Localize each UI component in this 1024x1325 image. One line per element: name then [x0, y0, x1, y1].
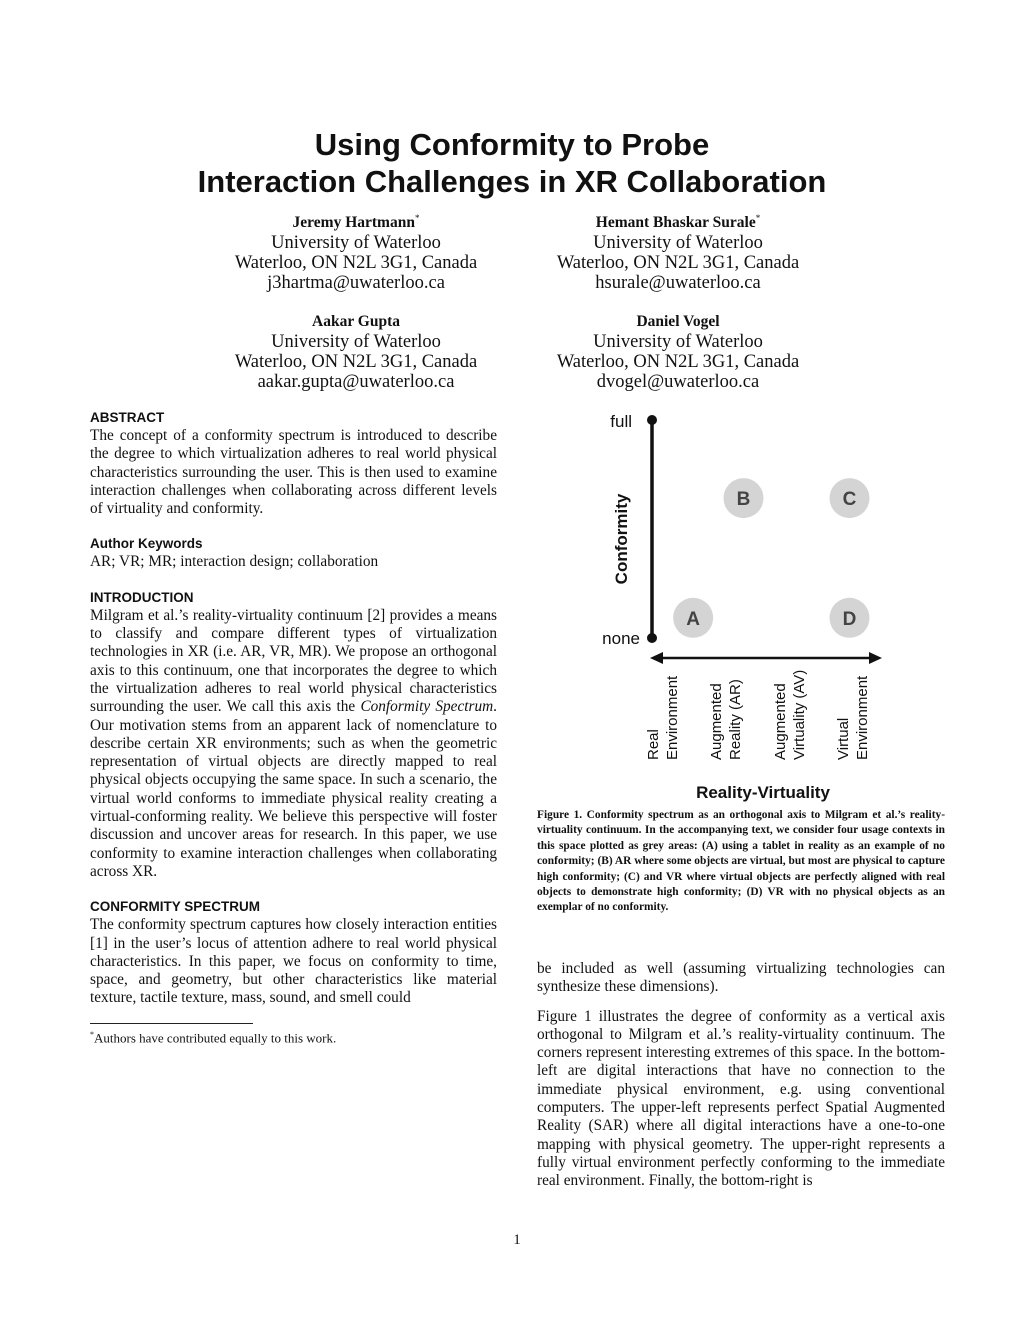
x-category-line-2: Reality (AR): [727, 679, 744, 760]
author-affiliation: University of Waterloo: [271, 233, 441, 254]
conformity-spectrum-heading: CONFORMITY SPECTRUM: [90, 899, 261, 915]
x-category-label: [645, 675, 681, 760]
author-block-1: [176, 208, 536, 293]
arrow-right-head: [869, 652, 882, 664]
x-category-label: [772, 670, 808, 760]
abstract-heading: ABSTRACT: [90, 410, 165, 425]
author-affiliation: University of Waterloo: [271, 332, 441, 352]
usage-context-label-a: A: [686, 608, 701, 630]
axis-end-dot-bottom: [647, 633, 657, 643]
equal-contribution-mark: *: [414, 213, 420, 223]
abstract-text: The concept of a conformity spectrum is introduced to describe the degree to which virtualization adheres to real world physical characteristics surrounding the user. This is then used to examine interaction challenges when collaborating across different levels of virtuality and conformity.: [90, 427, 497, 518]
left-column: [90, 409, 497, 1008]
introduction-text-part: . Our motivation stems from an apparent lack of nomenclature to describe certain XR environments; such as when the geometric representation of virtual objects are directly mapped to real physical objects occupying the same space. In such a scenario, the virtual world conforms to immediate physical reality creating a virtual-conforming reality. We believe this perspective will foster discussion and uncover areas for research. In this paper, we use conformity to examine interaction challenges when collaborating across XR.: [90, 698, 497, 880]
arrow-left-head: [650, 652, 663, 664]
x-category-line-1: Augmented: [772, 683, 789, 760]
author-block-3: [176, 312, 536, 392]
x-category-line-2: Virtuality (AV): [791, 669, 808, 760]
y-tick-label-full: full: [610, 412, 632, 431]
author-name: Daniel Vogel: [636, 313, 720, 330]
usage-context-label-b: B: [736, 489, 751, 511]
usage-context-label-c: C: [842, 489, 857, 511]
keywords-heading: Author Keywords: [90, 536, 203, 552]
author-email: j3hartma@uwaterloo.ca: [267, 273, 445, 294]
author-address: Waterloo, ON N2L 3G1, Canada: [234, 352, 478, 372]
axis-end-dot-top: [647, 415, 657, 425]
introduction-text: [90, 607, 497, 881]
introduction-heading: INTRODUCTION: [90, 589, 194, 605]
footnote-rule: [90, 1023, 253, 1024]
author-name: Hemant Bhaskar Surale: [595, 214, 756, 232]
x-category-line-1: Augmented: [708, 683, 725, 760]
x-category-line-2: Environment: [854, 675, 871, 760]
author-email: aakar.gupta@uwaterloo.ca: [257, 372, 455, 392]
author-address: Waterloo, ON N2L 3G1, Canada: [556, 352, 800, 372]
author-email: hsurale@uwaterloo.ca: [595, 273, 761, 294]
y-tick-label-none: none: [602, 629, 640, 648]
paper-title: [0, 126, 1024, 200]
author-block-2: [498, 208, 858, 293]
footnote-mark: *: [90, 1030, 94, 1039]
right-paragraph-1: be included as well (assuming virtualizing technologies can synthesize these dimensions).: [537, 960, 945, 996]
author-address: Waterloo, ON N2L 3G1, Canada: [234, 253, 478, 274]
x-axis-label: Reality-Virtuality: [696, 783, 830, 802]
author-name: Jeremy Hartmann: [292, 214, 415, 232]
conformity-spectrum-term: Conformity Spectrum: [360, 698, 494, 716]
page-number: 1: [513, 1232, 521, 1248]
usage-context-label-d: D: [842, 608, 857, 630]
x-category-line-1: Real: [645, 729, 662, 760]
x-category-label: [708, 679, 744, 760]
author-affiliation: University of Waterloo: [593, 332, 763, 352]
title-line-1: Using Conformity to Probe: [314, 127, 710, 162]
keywords-text: AR; VR; MR; interaction design; collaboration: [90, 553, 379, 571]
equal-contribution-mark: *: [755, 213, 761, 223]
footnote: [90, 1026, 336, 1046]
x-category-label: [835, 675, 871, 760]
author-email: dvogel@uwaterloo.ca: [596, 372, 760, 392]
footnote-text: Authors have contributed equally to this work.: [94, 1030, 337, 1046]
x-category-line-1: Virtual: [835, 717, 852, 760]
right-column: [537, 960, 945, 1191]
title-line-2: Interaction Challenges in XR Collaboration: [197, 164, 827, 199]
introduction-text-part: Milgram et al.’s reality-virtuality continuum [2] provides a means to classify and compare different types of virtualization technologies in XR (i.e. AR, VR, MR). We propose an orthogonal axis to this continuum, one that incorporates the degree to which the virtualization adheres to real world physical characteristics surrounding the user. We call this axis the: [90, 606, 497, 716]
y-axis-label: Conformity: [612, 493, 631, 585]
author-address: Waterloo, ON N2L 3G1, Canada: [556, 253, 800, 274]
author-affiliation: University of Waterloo: [593, 233, 763, 254]
x-category-line-2: Environment: [664, 675, 681, 760]
conformity-figure: [580, 400, 910, 810]
right-paragraph-2: Figure 1 illustrates the degree of conformity as a vertical axis orthogonal to Milgram et al.’s reality-virtuality continuum. The corners represent interesting extremes of this space. In the bottom-left are digital interactions that have no connection to the immediate physical environment, e.g. using conventional computers. The upper-left represents perfect Spatial Augmented Reality (SAR) where all digital interactions have a one-to-one mapping with physical geometry. The upper-right represents a fully virtual environment perfectly conforming to the immediate real environment. Finally, the bottom-right is: [537, 1007, 945, 1190]
conformity-spectrum-text: The conformity spectrum captures how closely interaction entities [1] in the user’s locus of attention adhere to real world physical characteristics. In this paper, we focus on conformity to time, space, and geometry, but other characteristics like material texture, tactile texture, mass, sound, and smell could: [90, 916, 497, 1007]
figure-caption: Figure 1. Conformity spectrum as an orthogonal axis to Milgram et al.’s reality-virtuality continuum. In the accompanying text, we consider four usage contexts in this space plotted as grey areas: (A) using a tablet in reality as an example of no conformity; (B) AR where some objects are virtual, but most are physical to capture high conformity; (C) and VR where virtual objects are perfectly aligned with real objects to demonstrate high conformity; (D) VR with no physical objects as an exemplar of no conformity.: [537, 809, 945, 914]
author-block-4: [498, 312, 858, 392]
author-name: Aakar Gupta: [312, 313, 400, 330]
